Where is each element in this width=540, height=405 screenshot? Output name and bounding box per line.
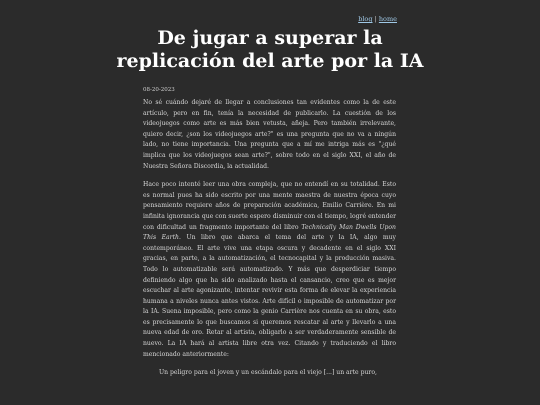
paragraph-intro: No sé cuándo dejaré de llegar a conclusiones tan evidentes como la de este artículo, pero en fin, tenía la necesidad de publicarlo. La cuestión de los videojuegos como arte es más bien vetusta, añeja. Pero también irrelevante, quiero decir, ¿son los videojuegos arte?" es una pregunta que no va a ningún lado, no tiene importancia. Una pregunta que a mí me intriga más es "¿qué implica que los videojuegos sean arte?", sobre todo en el siglo XXI, el año de Nuestra Señora Discordia, la actualidad. (143, 99, 396, 170)
book-title: Technically Man Dwells Upon This Earth (143, 223, 396, 242)
nav-separator: | (374, 15, 377, 23)
post-body (143, 98, 396, 379)
nav-link-home[interactable]: home (378, 15, 397, 23)
paragraph-main (143, 180, 396, 360)
paragraph-main-start: Hace poco intenté leer una obra compleja, que no entendí en su totalidad. Esto es normal pues ha sido escrito por una mente maestra de nuestra época cuyo pensamiento requiere años de preparación académica, Emilio Carrière. En mi infinita ignorancia que con suerte espero disminuir con el tiempo, logré entender con dificultad un fragmento importante del libro (143, 181, 396, 231)
post-date: 08-20-2023 (143, 87, 175, 93)
post-title: De jugar a superar la replicación del arte por la IA (116, 27, 424, 72)
paragraph-main-rest: . Un libro que abarca el tema del arte y la IA, algo muy contemporáneo. El arte vive una etapa oscura y decadente en el siglo XXI gracias, en parte, a la automatización, el tecnocapital y la producción masiva. Todo lo automatizable será automatizado. Y más que desperdiciar tiempo definiendo algo que ha sido analizado hasta el cansancio, creo que es mejor escuchar al arte agonizante, intentar revivir esta forma de elevar la experiencia humana a niveles nunca antes vistos. Arte difícil o imposible de automatizar por la IA. Suena imposible, pero como la genio Carrière nos cuenta en su obra, esto es precisamente lo que buscamos si queremos rescatar al arte y llevarlo a una nueva edad de oro. Retar al artista, obligarlo a ser verdaderamente sensible de nuevo. La IA hará al artista libre otra vez. Citando y traduciendo el libro mencionado anteriormente: (143, 234, 396, 358)
top-nav (358, 15, 397, 23)
blockquote: Un peligro para el joven y un escándalo para el viejo [...] un arte puro, (159, 369, 377, 377)
nav-link-blog[interactable]: blog (358, 15, 373, 23)
